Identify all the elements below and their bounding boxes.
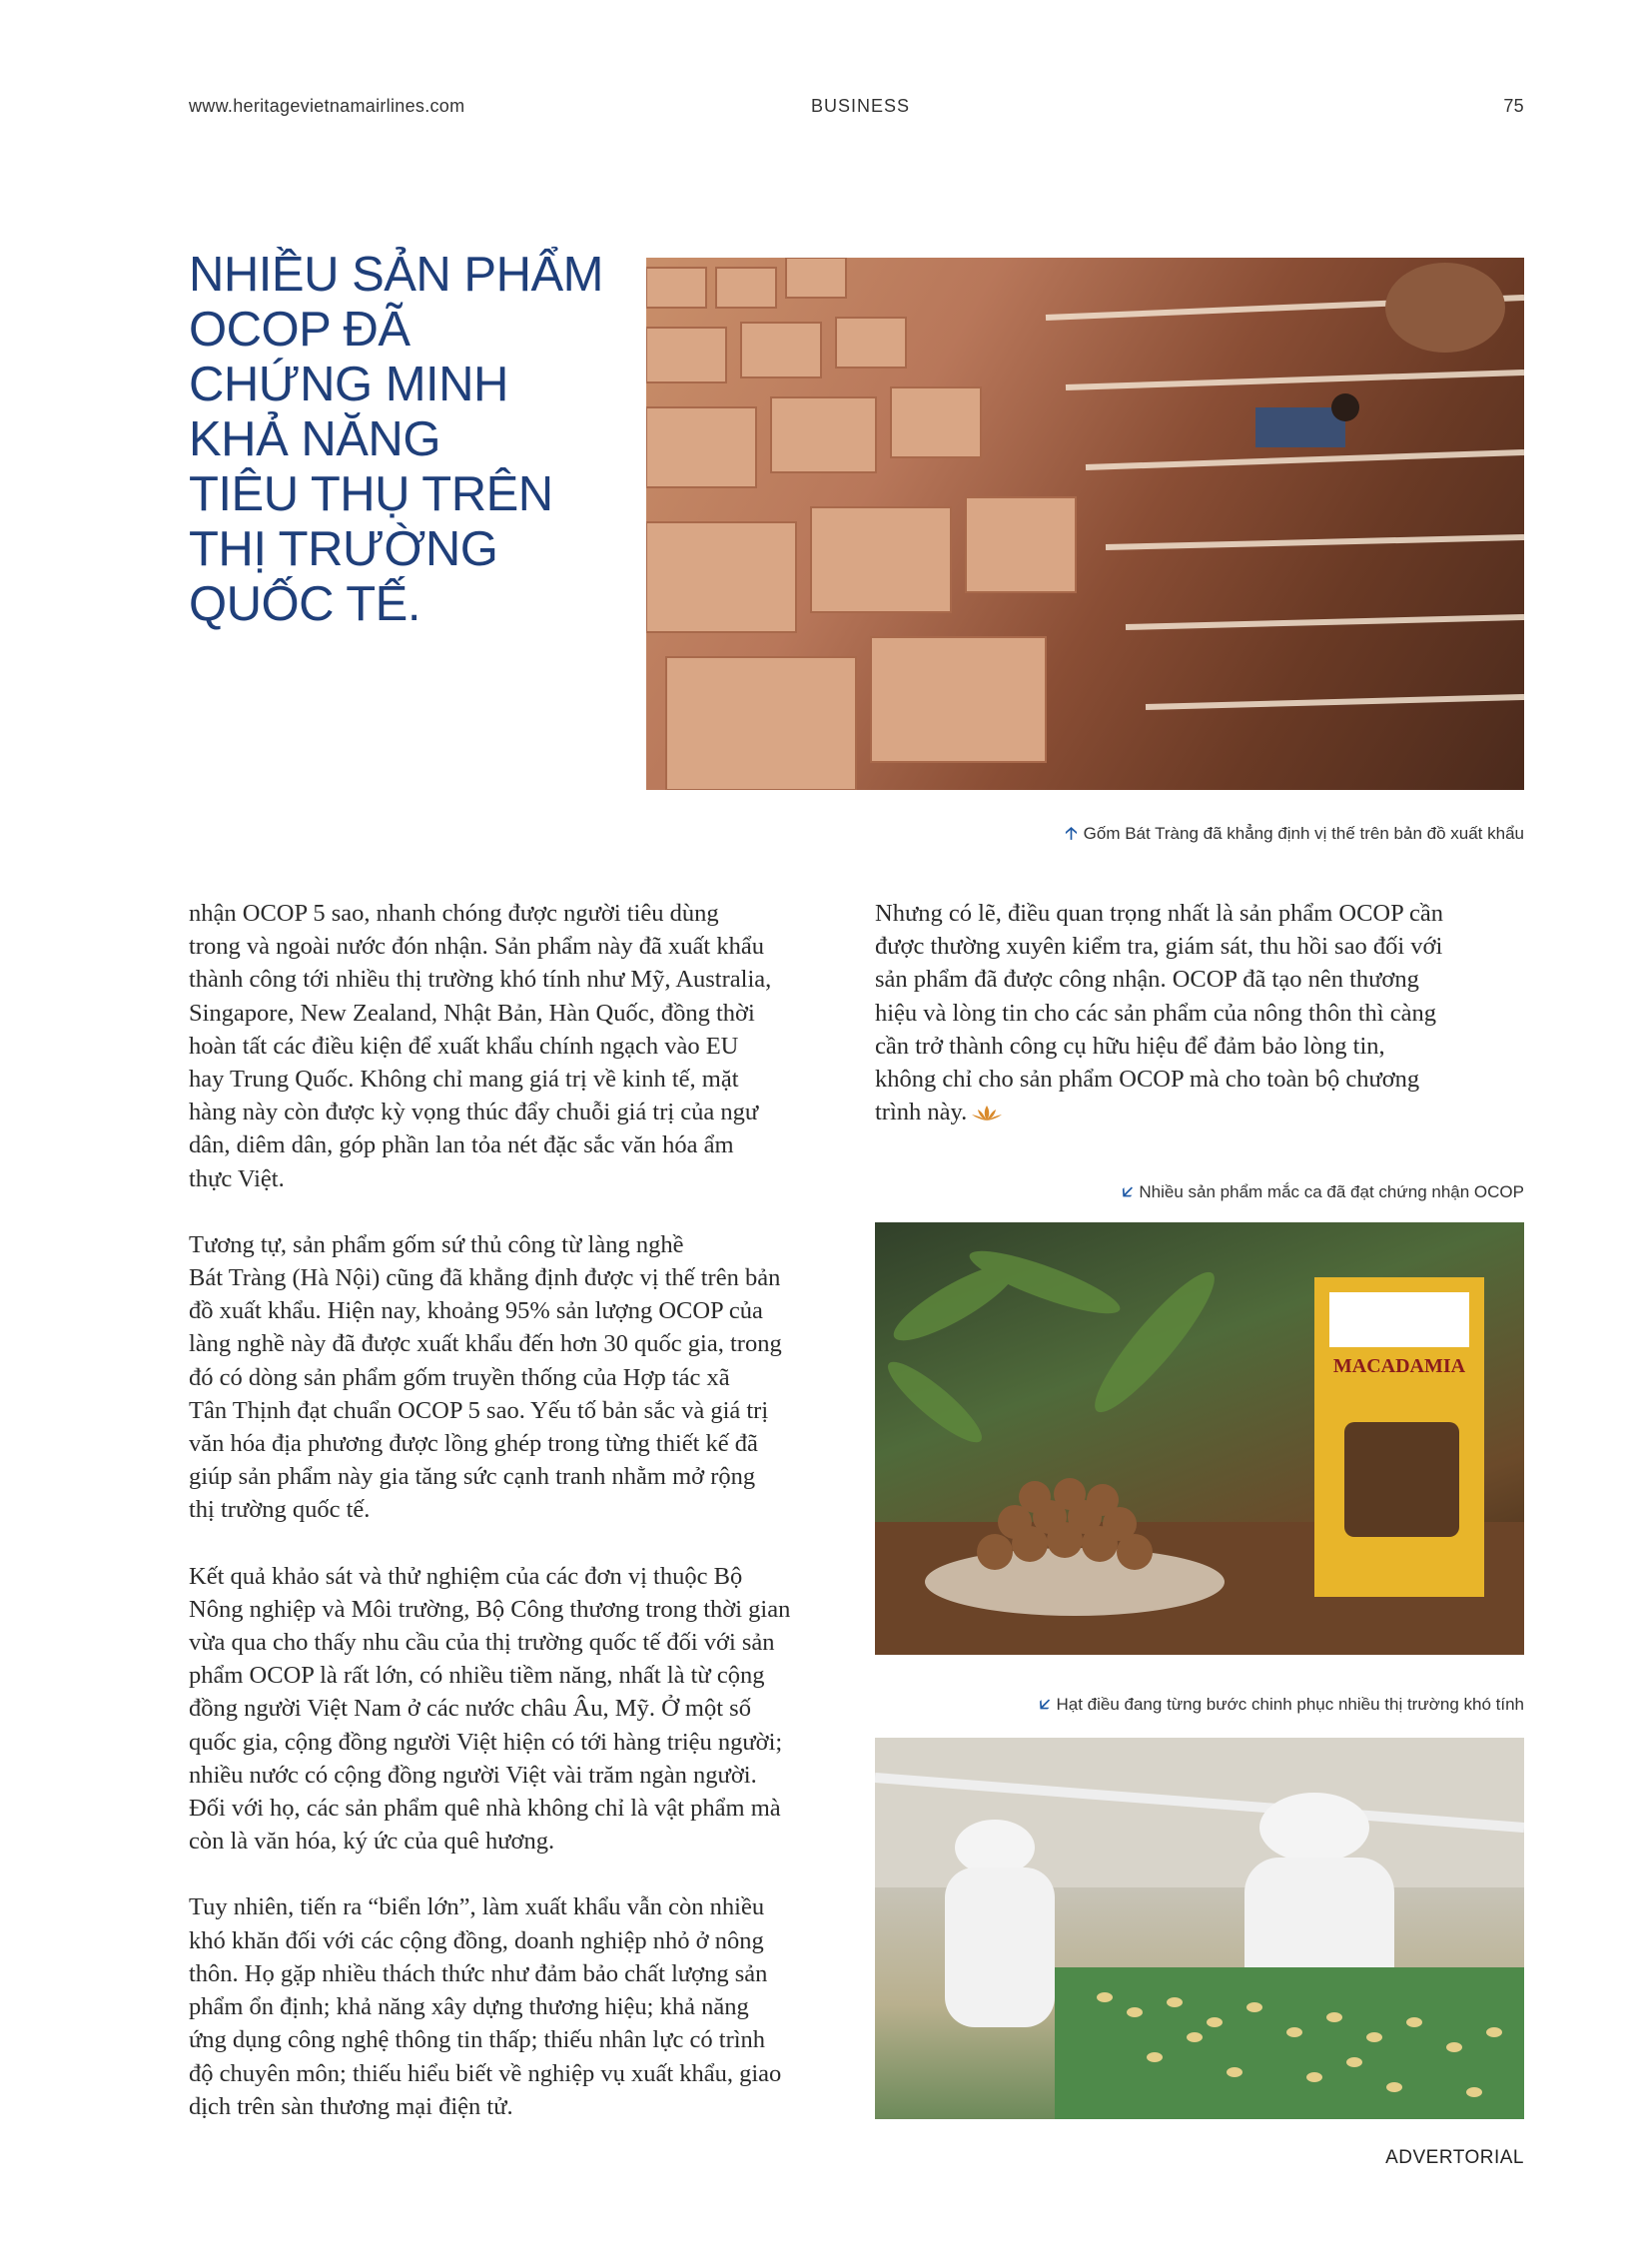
cashew-caption-text: Hạt điều đang từng bước chinh phục nhiều thị trường khó tính <box>1056 1695 1524 1714</box>
pottery-caption-text: Gốm Bát Tràng đã khẳng định vị thế trên bản đồ xuất khẩu <box>1083 824 1524 843</box>
paragraph: Tuy nhiên, tiến ra “biển lớn”, làm xuất khẩu vẫn còn nhiều khó khăn đối với các cộng đồng, doanh nghiệp nhỏ ở nông thôn. Họ gặp nhiều thách thức như đảm bảo chất lượng sản phẩm ổn định; khả năng xây dựng thương hiệu; khả năng ứng dụng công nghệ thông tin thấp; thiếu nhân lực có trình độ chuyên môn; thiếu hiểu biết về nghiệp vụ xuất khẩu, giao dịch trên sàn thương mại điện tử. <box>189 1893 782 2120</box>
paragraph: Tương tự, sản phẩm gốm sứ thủ công từ làng nghề Bát Tràng (Hà Nội) cũng đã khẳng định được vị thế trên bản đồ xuất khẩu. Hiện nay, khoảng 95% sản lượng OCOP của làng nghề này đã được xuất khẩu đến hơn 30 quốc gia, trong đó có dòng sản phẩm gốm truyền thống của Hợp tác xã Tân Thịnh đạt chuẩn OCOP 5 sao. Yếu tố bản sắc và giá trị văn hóa địa phương được lồng ghép trong từng thiết kế đã giúp sản phẩm này gia tăng sức cạnh tranh nhằm mở rộng thị trường quốc tế. <box>189 1230 782 1524</box>
macadamia-caption <box>1122 1179 1524 1208</box>
page-number: 75 <box>1503 96 1524 116</box>
pottery-illustration <box>646 258 1524 790</box>
arrow-down-left-icon: 🡧 <box>1122 1182 1134 1201</box>
paragraph: Kết quả khảo sát và thử nghiệm của các đơn vị thuộc Bộ Nông nghiệp và Môi trường, Bộ Công thương trong thời gian vừa qua cho thấy nhu cầu của thị trường quốc tế đối với sản phẩm OCOP là rất lớn, có nhiều tiềm năng, nhất là từ cộng đồng người Việt Nam ở các nước châu Âu, Mỹ. Ở một số quốc gia, cộng đồng người Việt hiện có tới hàng triệu người; nhiều nước có cộng đồng người Việt vài trăm ngàn người. Đối với họ, các sản phẩm quê nhà không chỉ là vật phẩm mà còn là văn hóa, ký ức của quê hương. <box>189 1562 791 1856</box>
cashew-caption <box>1039 1692 1524 1721</box>
paragraph <box>875 897 1534 1128</box>
lotus-end-mark-icon <box>971 1104 1003 1121</box>
body-column-left <box>189 897 848 2156</box>
paragraph: nhận OCOP 5 sao, nhanh chóng được người tiêu dùng trong và ngoài nước đón nhận. Sản phẩm này đã xuất khẩu thành công tới nhiều thị trường khó tính như Mỹ, Australia, Singapore, New Zealand, Nhật Bản, Hàn Quốc, đồng thời hoàn tất các điều kiện để xuất khẩu chính ngạch vào EU hay Trung Quốc. Không chỉ mang giá trị về kinh tế, mặt hàng này còn được kỳ vọng thúc đẩy chuỗi giá trị của ngư dân, diêm dân, góp phần lan tỏa nét đặc sắc văn hóa ẩm thực Việt. <box>189 900 772 1192</box>
body-column-right <box>875 897 1534 1161</box>
pottery-photo <box>646 258 1524 790</box>
macadamia-photo <box>875 1222 1524 1655</box>
cashew-photo <box>875 1738 1524 2119</box>
site-url: www.heritagevietnamairlines.com <box>189 96 465 116</box>
paragraph-text: Nhưng có lẽ, điều quan trọng nhất là sản phẩm OCOP cần được thường xuyên kiểm tra, giám sát, thu hồi sao đối với sản phẩm đã được công nhận. OCOP đã tạo nên thương hiệu và lòng tin cho các sản phẩm của nông thôn thì càng cần trở thành công cụ hữu hiệu để đảm bảo lòng tin, không chỉ cho sản phẩm OCOP mà cho toàn bộ chương trình này. <box>875 900 1443 1126</box>
advertorial-label: ADVERTORIAL <box>1385 2147 1524 2168</box>
arrow-down-left-icon: 🡧 <box>1039 1695 1051 1714</box>
section-label: BUSINESS <box>811 96 911 116</box>
macadamia-illustration <box>875 1222 1524 1655</box>
macadamia-caption-text: Nhiều sản phẩm mắc ca đã đạt chứng nhận OCOP <box>1139 1182 1524 1201</box>
cashew-illustration <box>875 1738 1524 2119</box>
pottery-caption <box>1065 821 1524 850</box>
arrow-up-icon: 🡡 <box>1065 824 1078 843</box>
pull-quote-headline: NHIỀU SẢN PHẨM OCOP ĐÃ CHỨNG MINH KHẢ NĂNG TIÊU THỤ TRÊN THỊ TRƯỜNG QUỐC TẾ. <box>189 248 604 631</box>
macadamia-box-label: MACADAMIA <box>1332 1355 1466 1377</box>
